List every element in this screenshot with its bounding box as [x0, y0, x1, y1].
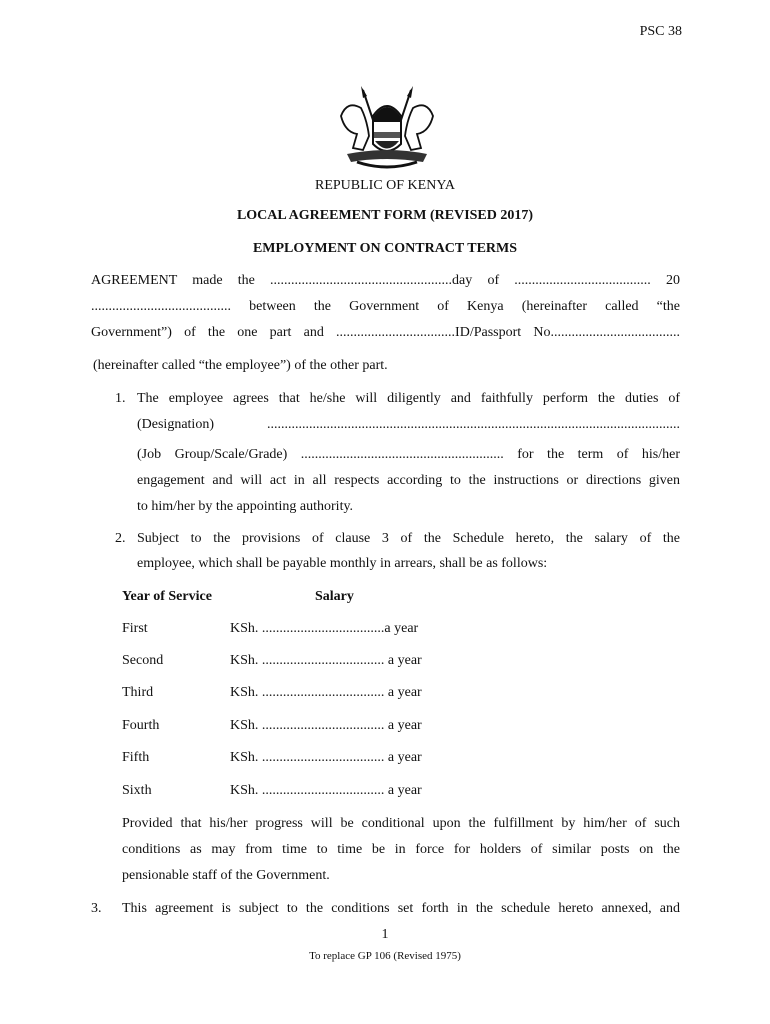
proviso-line: Provided that his/her progress will be conditional upon the fulfillment by him/her of such [122, 816, 680, 831]
salary-row-year: Fourth [122, 718, 160, 733]
salary-table-header-year: Year of Service [122, 589, 212, 604]
salary-row-year: Third [122, 685, 154, 700]
republic-heading: REPUBLIC OF KENYA [314, 178, 455, 193]
salary-row-amount: KSh. ................................... a year [230, 718, 422, 733]
salary-row-year: Second [122, 653, 164, 668]
salary-row-year: Fifth [122, 750, 150, 765]
footer-note: To replace GP 106 (Revised 1975) [309, 950, 461, 962]
clause-line: (Designation) ...................................................................................................................... [137, 417, 680, 432]
salary-row-amount: KSh. ................................... a year [230, 750, 422, 765]
intro-line: Government”) of the one part and ..................................ID/Passport No..................................... [91, 325, 680, 340]
clause-number: 2. [115, 531, 126, 546]
clause-number: 1. [115, 391, 126, 406]
proviso-line: conditions as may from time to time be in force for holders of similar posts on the [122, 842, 680, 857]
kenya-coat-of-arms-emblem [333, 86, 441, 174]
clause-line: to him/her by the appointing authority. [137, 499, 354, 514]
salary-row-year: First [122, 621, 148, 636]
clause-line: (Job Group/Scale/Grade) .......................................................... for the term of his/her [137, 447, 680, 462]
clause-line: The employee agrees that he/she will diligently and faithfully perform the duties of [137, 391, 680, 406]
clause-line: This agreement is subject to the conditions set forth in the schedule hereto annexed, and [122, 901, 680, 916]
intro-line: AGREEMENT made the ....................................................day of ....................................... 20 [91, 273, 680, 288]
clause-line: employee, which shall be payable monthly in arrears, shall be as follows: [137, 556, 548, 571]
proviso-line: pensionable staff of the Government. [122, 868, 330, 883]
salary-row-amount: KSh. ................................... a year [230, 685, 422, 700]
salary-table-header-salary: Salary [315, 589, 354, 604]
page-number: 1 [381, 927, 389, 942]
salary-row-amount: KSh. ................................... a year [230, 783, 422, 798]
intro-line: ........................................ between the Government of Kenya (hereinafter called “the [91, 299, 680, 314]
intro-line: (hereinafter called “the employee”) of the other part. [93, 358, 388, 373]
salary-row-amount: KSh. ................................... a year [230, 653, 422, 668]
form-subtitle: EMPLOYMENT ON CONTRACT TERMS [252, 241, 518, 256]
form-code: PSC 38 [639, 24, 682, 39]
form-title: LOCAL AGREEMENT FORM (REVISED 2017) [236, 208, 534, 223]
clause-line: engagement and will act in all respects according to the instructions or directions given [137, 473, 680, 488]
salary-row-year: Sixth [122, 783, 152, 798]
salary-row-amount: KSh. ...................................a year [230, 621, 419, 636]
clause-number: 3. [91, 901, 102, 916]
clause-line: Subject to the provisions of clause 3 of the Schedule hereto, the salary of the [137, 531, 680, 546]
